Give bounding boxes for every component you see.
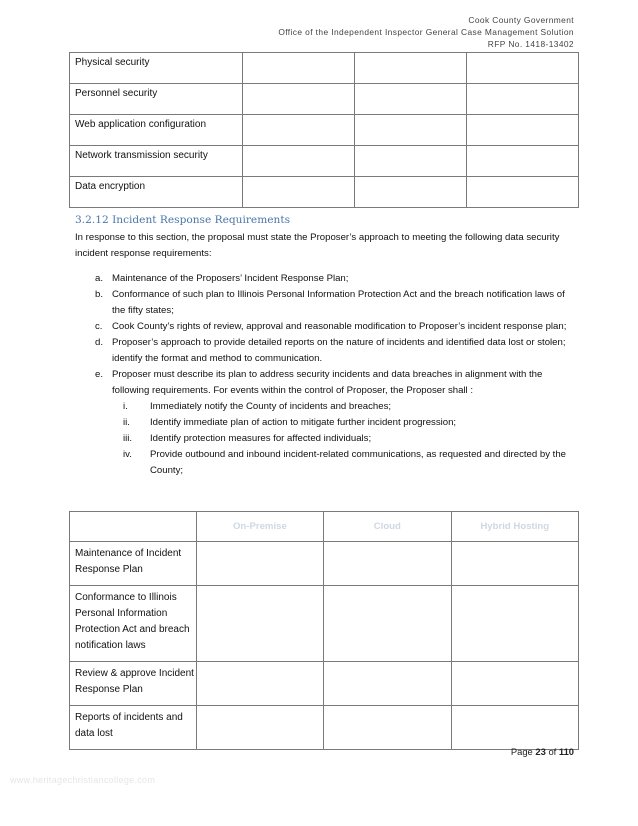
table-cell <box>324 662 451 706</box>
current-page-number: 23 <box>535 746 546 757</box>
requirements-list <box>75 271 580 479</box>
sub-list-item-text: Provide outbound and inbound incident-related communications, as requested and directed by the County; <box>150 449 567 476</box>
sub-list-item <box>75 447 580 479</box>
page-header <box>278 14 574 50</box>
sub-list-marker: i. <box>123 401 128 412</box>
table-row <box>70 53 579 84</box>
row-label: Network transmission security <box>70 146 243 177</box>
incident-response-table <box>69 511 579 750</box>
row-label: Personnel security <box>70 84 243 115</box>
sub-list-item <box>75 399 580 415</box>
list-item-text: Conformance of such plan to Illinois Personal Information Protection Act and the breach notification laws of the fifty states; <box>112 289 565 316</box>
table-cell <box>242 115 354 146</box>
table-row <box>70 542 579 586</box>
table-cell <box>196 662 323 706</box>
table-cell <box>196 706 323 750</box>
header-organization: Cook County Government <box>468 15 574 25</box>
section-heading: 3.2.12 Incident Response Requirements <box>75 214 291 226</box>
table-cell <box>466 115 578 146</box>
header-blank-cell <box>70 512 197 542</box>
list-item-text: Maintenance of the Proposers’ Incident Response Plan; <box>112 273 349 284</box>
list-marker: e. <box>95 369 104 380</box>
list-item <box>75 271 580 287</box>
table-header-row <box>70 512 579 542</box>
table-cell <box>324 706 451 750</box>
table-cell <box>354 177 466 208</box>
list-item-text: Cook County’s rights of review, approval and reasonable modification to Proposer’s incident response plan; <box>112 321 567 332</box>
table-cell <box>451 542 578 586</box>
list-item <box>75 287 580 319</box>
list-item <box>75 367 580 399</box>
table-cell <box>466 177 578 208</box>
sub-list-item <box>75 415 580 431</box>
row-label: Data encryption <box>70 177 243 208</box>
list-item-text: Proposer’s approach to provide detailed reports on the nature of incidents and identified data lost or stolen; identify the format and method to communication. <box>112 337 566 364</box>
table-cell <box>466 84 578 115</box>
page-footer <box>511 746 574 757</box>
table-cell <box>242 84 354 115</box>
table-cell <box>451 586 578 662</box>
sub-list-marker: ii. <box>123 417 130 428</box>
sub-list-item <box>75 431 580 447</box>
table-cell <box>354 53 466 84</box>
list-marker: d. <box>95 337 104 348</box>
sub-list-item-text: Identify immediate plan of action to mitigate further incident progression; <box>150 417 457 428</box>
sub-list-item-text: Identify protection measures for affected individuals; <box>150 433 372 444</box>
row-label: Maintenance of Incident Response Plan <box>70 542 197 586</box>
column-header-hybrid-hosting: Hybrid Hosting <box>451 512 578 542</box>
sub-list-marker: iv. <box>123 449 132 460</box>
table-cell <box>354 84 466 115</box>
table-cell <box>466 146 578 177</box>
sub-list-item-text: Immediately notify the County of incidents and breaches; <box>150 401 392 412</box>
list-item-text: Proposer must describe its plan to address security incidents and data breaches in alignment with the following requirements. For events within the control of Proposer, the Proposer shall : <box>112 369 543 396</box>
table-cell <box>451 662 578 706</box>
list-item <box>75 335 580 367</box>
page-label: Page <box>510 746 533 757</box>
table-cell <box>354 115 466 146</box>
table-cell <box>196 586 323 662</box>
table-cell <box>242 53 354 84</box>
row-label: Conformance to Illinois Personal Information Protection Act and breach notification laws <box>70 586 197 662</box>
row-label: Web application configuration <box>70 115 243 146</box>
table-row <box>70 662 579 706</box>
table-row <box>70 706 579 750</box>
row-label: Review & approve Incident Response Plan <box>70 662 197 706</box>
table-row <box>70 177 579 208</box>
header-project: Office of the Independent Inspector General Case Management Solution <box>278 27 574 37</box>
column-header-on-premise: On-Premise <box>196 512 323 542</box>
table-row <box>70 146 579 177</box>
table-cell <box>242 146 354 177</box>
row-label: Reports of incidents and data lost <box>70 706 197 750</box>
table-cell <box>324 542 451 586</box>
table-cell <box>324 586 451 662</box>
table-row <box>70 84 579 115</box>
page-of-label: of <box>548 746 557 757</box>
list-marker: a. <box>95 273 104 284</box>
table-cell <box>354 146 466 177</box>
table-cell <box>196 542 323 586</box>
security-table <box>69 52 579 208</box>
list-item <box>75 319 580 335</box>
row-label: Physical security <box>70 53 243 84</box>
table-cell <box>451 706 578 750</box>
list-marker: b. <box>95 289 104 300</box>
table-row <box>70 115 579 146</box>
sub-list-marker: iii. <box>123 433 133 444</box>
watermark: www.heritagechristiancollege.com <box>10 775 156 785</box>
list-marker: c. <box>95 321 103 332</box>
table-cell <box>466 53 578 84</box>
header-rfp-number: RFP No. 1418-13402 <box>487 39 574 49</box>
table-row <box>70 586 579 662</box>
total-page-count: 110 <box>558 746 574 757</box>
column-header-cloud: Cloud <box>324 512 451 542</box>
section-intro: In response to this section, the proposal must state the Proposer’s approach to meeting the following data security incident response requirements: <box>75 232 560 259</box>
table-cell <box>242 177 354 208</box>
